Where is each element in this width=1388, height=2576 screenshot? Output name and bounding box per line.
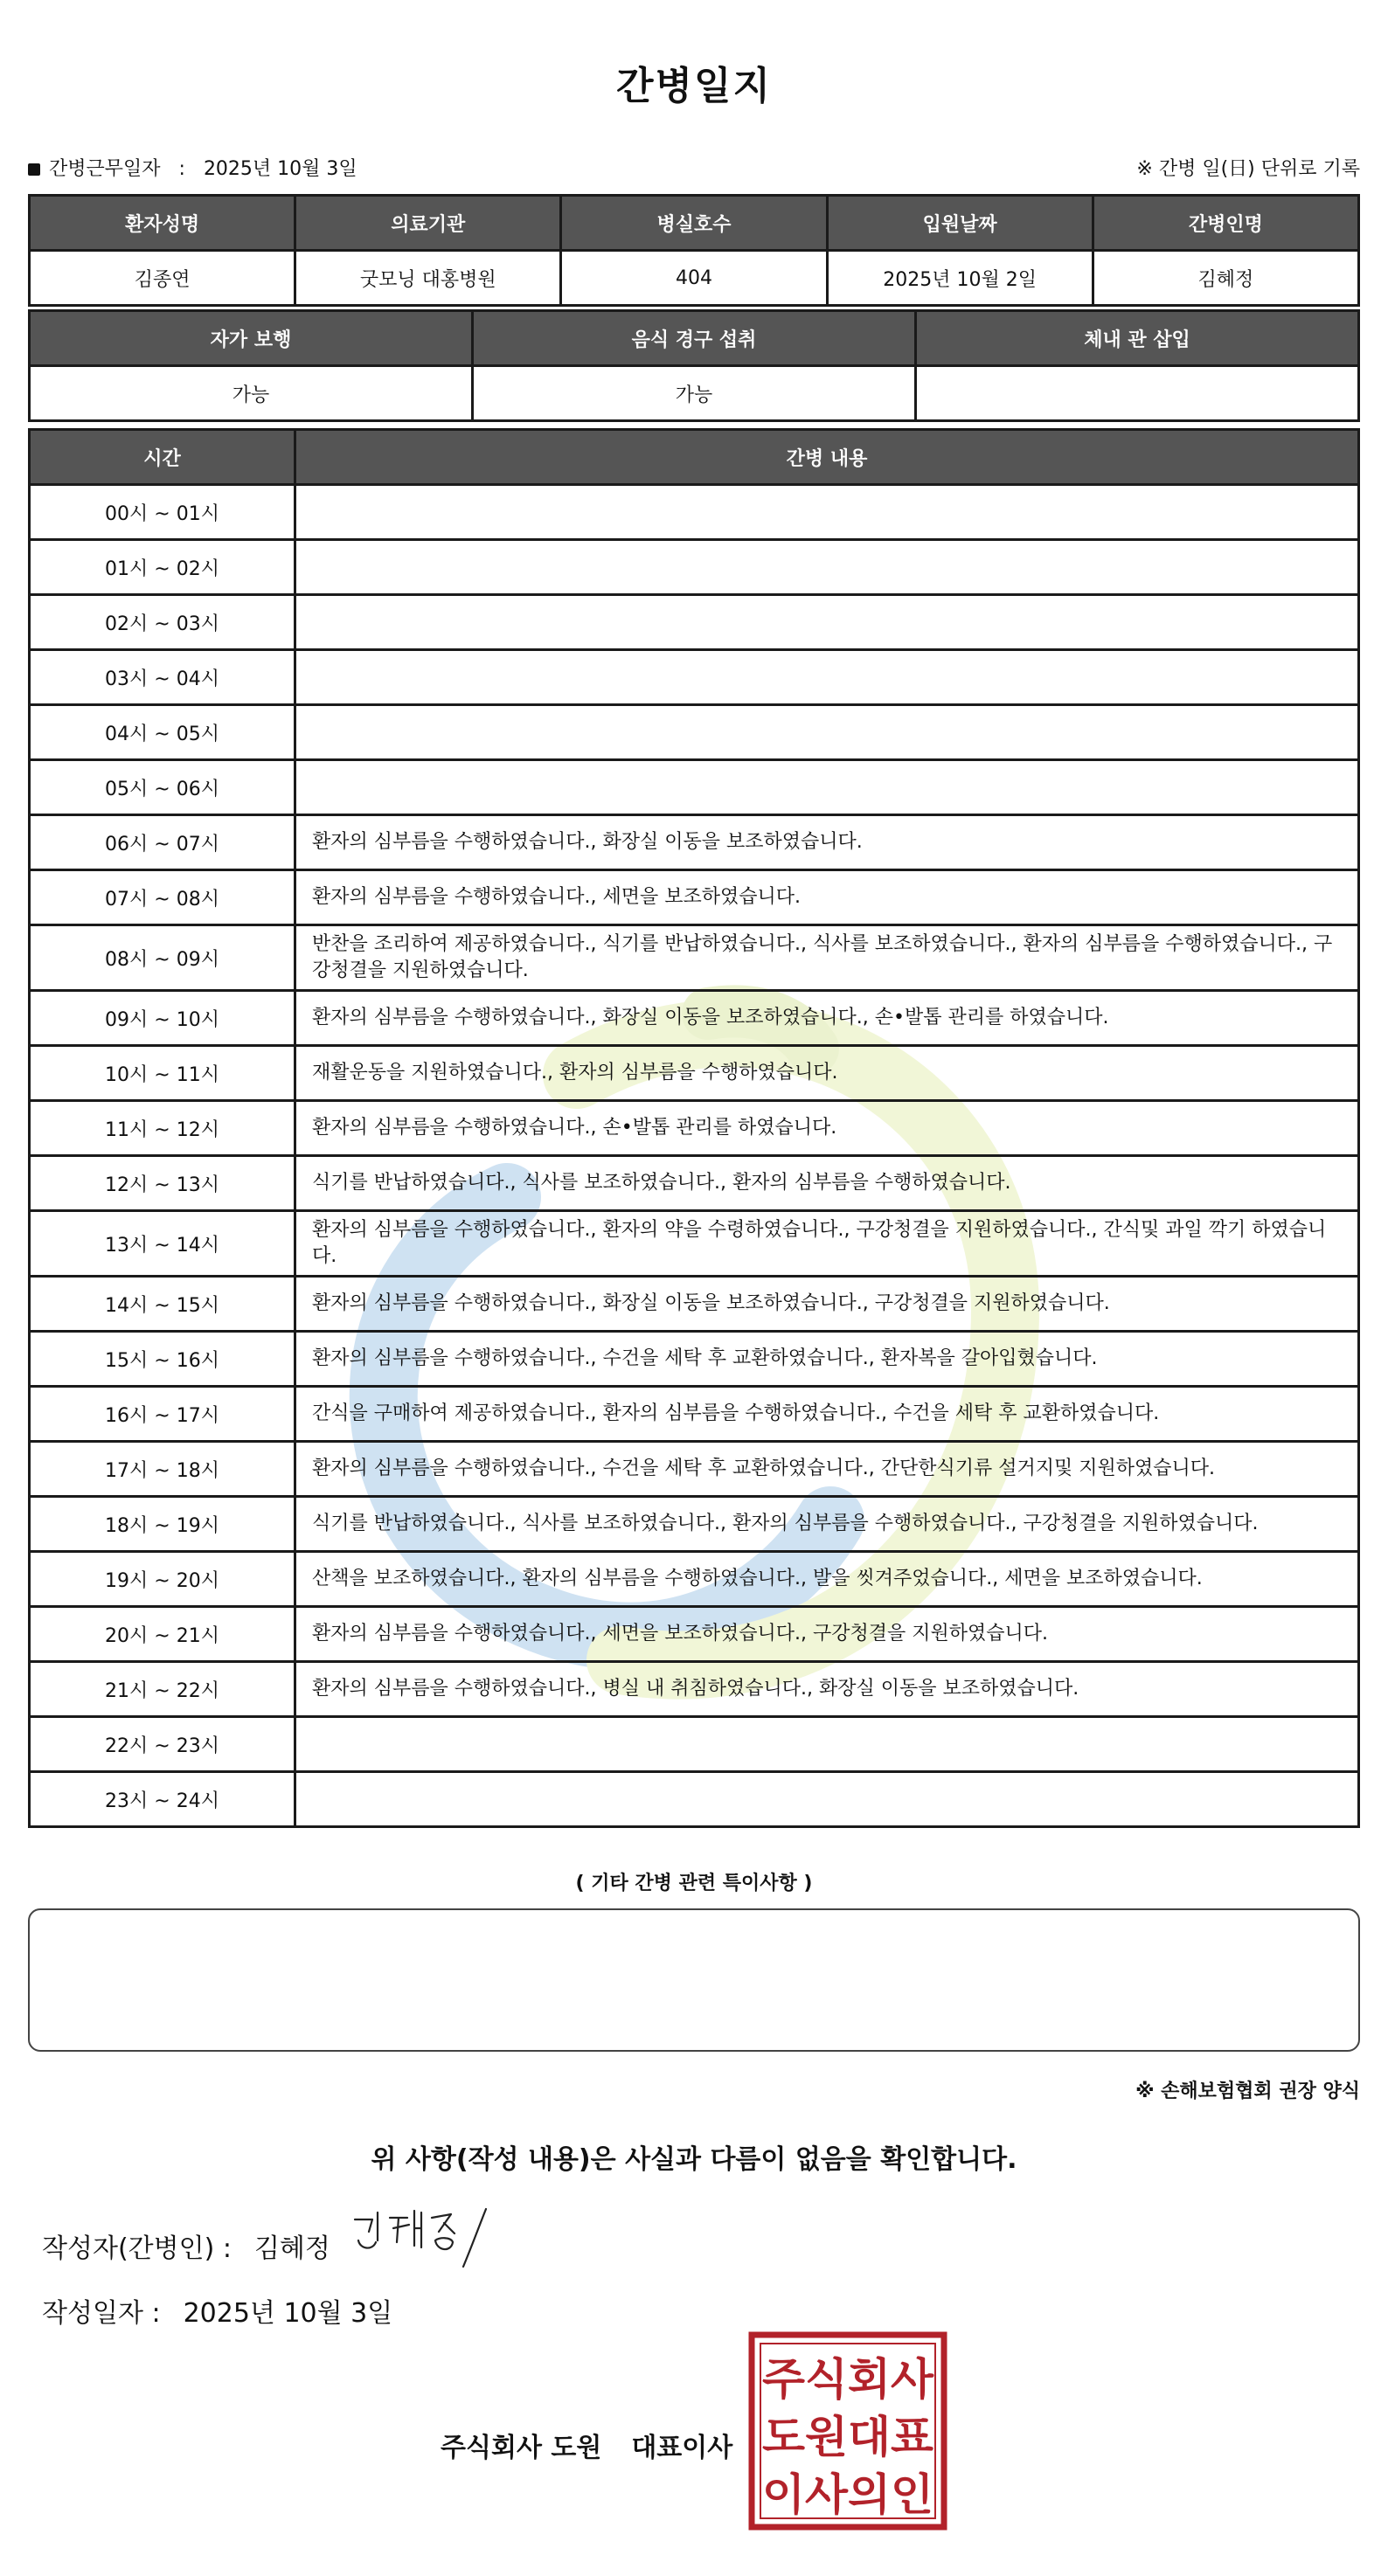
care-log-time: 07시 ~ 08시	[30, 870, 295, 925]
care-log-content	[295, 705, 1359, 760]
patient-name-value: 김종연	[30, 251, 295, 306]
care-log-content: 환자의 심부름을 수행하였습니다., 세면을 보조하였습니다.	[295, 870, 1359, 925]
care-log-content: 재활운동을 지원하였습니다., 환자의 심부름을 수행하였습니다.	[295, 1046, 1359, 1101]
care-log-row	[30, 1156, 1359, 1211]
care-log-content: 환자의 심부름을 수행하였습니다., 화장실 이동을 보조하였습니다.	[295, 815, 1359, 870]
header-hospital: 의료기관	[295, 196, 561, 251]
admission-date-value: 2025년 10월 2일	[827, 251, 1093, 306]
page-title: 간병일지	[615, 64, 772, 108]
care-log-content	[295, 1772, 1359, 1827]
daily-record-note: ※ 간병 일(日) 단위로 기록	[1136, 158, 1360, 180]
care-log-content: 식기를 반납하였습니다., 식사를 보조하였습니다., 환자의 심부름을 수행하였습니다., 구강청결을 지원하였습니다.	[295, 1497, 1359, 1552]
care-log-row	[30, 870, 1359, 925]
recommended-form-note: ※ 손해보험협회 권장 양식	[1135, 2081, 1360, 2102]
care-log-row	[30, 1046, 1359, 1101]
care-log-content: 반찬을 조리하여 제공하였습니다., 식기를 반납하였습니다., 식사를 보조하였습니다., 환자의 심부름을 수행하였습니다., 구강청결을 지원하였습니다.	[295, 925, 1359, 991]
care-log-table	[28, 428, 1360, 1828]
svg-text:이사의인: 이사의인	[762, 2469, 933, 2520]
company-name: 주식회사 도원	[441, 2433, 602, 2463]
care-log-time: 16시 ~ 17시	[30, 1387, 295, 1442]
care-log-time: 08시 ~ 09시	[30, 925, 295, 991]
care-log-row	[30, 595, 1359, 650]
care-date-value: 2025년 10월 3일	[203, 158, 357, 180]
header-time: 시간	[30, 430, 295, 485]
care-log-time: 18시 ~ 19시	[30, 1497, 295, 1552]
patient-info-header-row	[30, 196, 1359, 251]
care-log-row	[30, 1552, 1359, 1607]
care-log-time: 17시 ~ 18시	[30, 1442, 295, 1497]
care-log-row	[30, 1497, 1359, 1552]
care-log-time: 21시 ~ 22시	[30, 1662, 295, 1717]
care-log-content: 환자의 심부름을 수행하였습니다., 환자의 약을 수령하였습니다., 구강청결을 지원하였습니다., 간식및 과일 깍기 하였습니다.	[295, 1211, 1359, 1277]
care-log-content: 환자의 심부름을 수행하였습니다., 병실 내 취침하였습니다., 화장실 이동을 보조하였습니다.	[295, 1662, 1359, 1717]
care-log-content	[295, 540, 1359, 595]
care-log-time: 03시 ~ 04시	[30, 650, 295, 705]
caregiver-name-value: 김혜정	[1093, 251, 1358, 306]
hospital-value: 굿모닝 대홍병원	[295, 251, 561, 306]
care-log-content: 환자의 심부름을 수행하였습니다., 화장실 이동을 보조하였습니다., 손•발톱 관리를 하였습니다.	[295, 991, 1359, 1046]
care-log-time: 06시 ~ 07시	[30, 815, 295, 870]
care-log-row	[30, 1717, 1359, 1772]
svg-text:주식회사: 주식회사	[762, 2354, 934, 2405]
care-log-time: 15시 ~ 16시	[30, 1332, 295, 1387]
tube-insertion-value	[916, 366, 1359, 421]
care-log-content	[295, 485, 1359, 540]
header-care-content: 간병 내용	[295, 430, 1359, 485]
care-log-content	[295, 650, 1359, 705]
care-log-row	[30, 925, 1359, 991]
care-date-line	[28, 154, 357, 181]
header-admission-date: 입원날짜	[827, 196, 1093, 251]
self-walking-value: 가능	[30, 366, 473, 421]
care-log-row	[30, 1332, 1359, 1387]
care-log-content	[295, 760, 1359, 815]
care-log-content: 식기를 반납하였습니다., 식사를 보조하였습니다., 환자의 심부름을 수행하였습니다.	[295, 1156, 1359, 1211]
confirmation-statement: 위 사항(작성 내용)은 사실과 다름이 없음을 확인합니다.	[371, 2144, 1017, 2175]
care-log-content: 환자의 심부름을 수행하였습니다., 세면을 보조하였습니다., 구강청결을 지원하였습니다.	[295, 1607, 1359, 1662]
care-log-time: 20시 ~ 21시	[30, 1607, 295, 1662]
care-log-content	[295, 595, 1359, 650]
care-log-time: 09시 ~ 10시	[30, 991, 295, 1046]
care-log-row	[30, 1101, 1359, 1156]
patient-info-value-row	[30, 251, 1359, 306]
header-room-number: 병실호수	[561, 196, 827, 251]
care-log-row	[30, 1607, 1359, 1662]
company-role: 대표이사	[631, 2433, 733, 2463]
header-patient-name: 환자성명	[30, 196, 295, 251]
remarks-box	[28, 1908, 1360, 2052]
care-log-time: 12시 ~ 13시	[30, 1156, 295, 1211]
care-log-row	[30, 485, 1359, 540]
care-log-content: 간식을 구매하여 제공하였습니다., 환자의 심부름을 수행하였습니다., 수건을 세탁 후 교환하였습니다.	[295, 1387, 1359, 1442]
writer-name: 김혜정	[253, 2233, 330, 2264]
bullet-square-icon	[28, 163, 40, 176]
care-log-content: 환자의 심부름을 수행하였습니다., 화장실 이동을 보조하였습니다., 구강청결을 지원하였습니다.	[295, 1277, 1359, 1332]
header-caregiver-name: 간병인명	[1093, 196, 1358, 251]
handwritten-signature	[348, 2202, 496, 2272]
care-log-time: 10시 ~ 11시	[30, 1046, 295, 1101]
writer-label: 작성자(간병인) :	[42, 2233, 232, 2264]
write-date-value: 2025년 10월 3일	[183, 2298, 393, 2329]
care-date-separator: :	[178, 158, 185, 180]
svg-text:도원대표: 도원대표	[762, 2412, 934, 2462]
care-log-time: 04시 ~ 05시	[30, 705, 295, 760]
company-line	[441, 2426, 732, 2464]
care-log-time: 00시 ~ 01시	[30, 485, 295, 540]
care-log-content: 환자의 심부름을 수행하였습니다., 수건을 세탁 후 교환하였습니다., 간단한식기류 설거지및 지원하였습니다.	[295, 1442, 1359, 1497]
write-date-label: 작성일자 :	[42, 2298, 161, 2329]
care-log-time: 22시 ~ 23시	[30, 1717, 295, 1772]
care-log-content: 산책을 보조하였습니다., 환자의 심부름을 수행하였습니다., 발을 씻겨주었습니다., 세면을 보조하였습니다.	[295, 1552, 1359, 1607]
care-log-time: 02시 ~ 03시	[30, 595, 295, 650]
care-log-time: 19시 ~ 20시	[30, 1552, 295, 1607]
patient-status-header-row	[30, 311, 1359, 366]
patient-info-table	[28, 194, 1360, 307]
care-log-time: 01시 ~ 02시	[30, 540, 295, 595]
care-log-row	[30, 1662, 1359, 1717]
writer-line	[42, 2226, 330, 2265]
care-log-row	[30, 1442, 1359, 1497]
care-log-time: 23시 ~ 24시	[30, 1772, 295, 1827]
care-log-time: 13시 ~ 14시	[30, 1211, 295, 1277]
oral-intake-value: 가능	[473, 366, 916, 421]
care-log-row	[30, 1277, 1359, 1332]
care-log-row	[30, 1211, 1359, 1277]
room-number-value: 404	[561, 251, 827, 306]
care-log-row	[30, 815, 1359, 870]
care-log-row	[30, 705, 1359, 760]
care-log-time: 05시 ~ 06시	[30, 760, 295, 815]
care-log-header-row	[30, 430, 1359, 485]
care-log-row	[30, 1772, 1359, 1827]
care-log-row	[30, 991, 1359, 1046]
remarks-title: ( 기타 간병 관련 특이사항 )	[575, 1873, 813, 1894]
care-log-time: 11시 ~ 12시	[30, 1101, 295, 1156]
header-tube-insertion: 체내 관 삽입	[916, 311, 1359, 366]
care-log-content: 환자의 심부름을 수행하였습니다., 손•발톱 관리를 하였습니다.	[295, 1101, 1359, 1156]
care-log-content: 환자의 심부름을 수행하였습니다., 수건을 세탁 후 교환하였습니다., 환자복을 갈아입혔습니다.	[295, 1332, 1359, 1387]
care-log-time: 14시 ~ 15시	[30, 1277, 295, 1332]
care-log-row	[30, 760, 1359, 815]
care-log-body	[30, 485, 1359, 1827]
care-log-content	[295, 1717, 1359, 1772]
patient-status-table	[28, 309, 1360, 422]
patient-status-value-row	[30, 366, 1359, 421]
header-self-walking: 자가 보행	[30, 311, 473, 366]
company-seal-stamp	[748, 2331, 947, 2531]
care-log-row	[30, 1387, 1359, 1442]
care-log-row	[30, 650, 1359, 705]
write-date-line	[42, 2291, 392, 2330]
care-date-label: 간병근무일자	[49, 158, 161, 180]
care-log-row	[30, 540, 1359, 595]
header-oral-intake: 음식 경구 섭취	[473, 311, 916, 366]
